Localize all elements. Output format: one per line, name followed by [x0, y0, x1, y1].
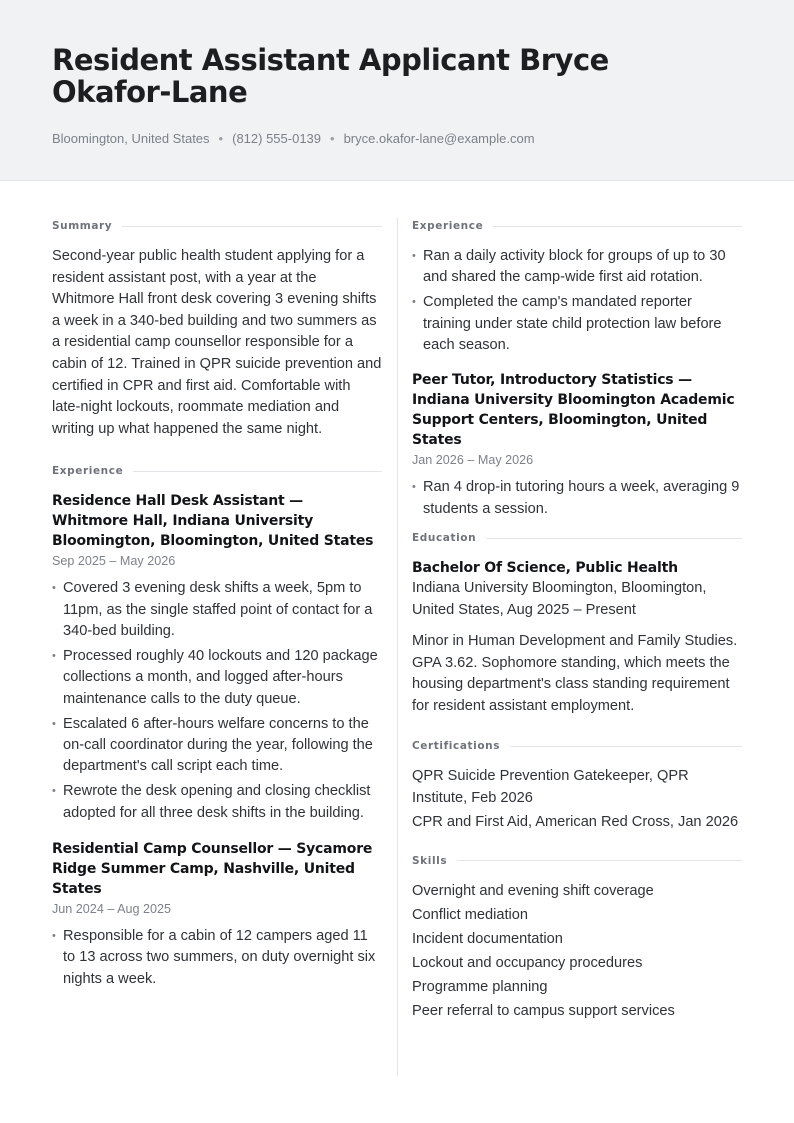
- skills-heading: [412, 853, 742, 869]
- certifications-heading: [412, 738, 742, 754]
- skill-item: Conflict mediation: [412, 906, 528, 923]
- job-bullet: • Completed the camp's mandated reporter training under state child protection law before each season.: [412, 292, 742, 356]
- job-title: Peer Tutor, Introductory Statistics — Indiana University Bloomington Academic Support Centers, Bloomington, United States: [412, 372, 735, 449]
- degree-title: Bachelor Of Science, Public Health: [412, 560, 678, 577]
- skill-item: Peer referral to campus support services: [412, 1002, 675, 1019]
- column-divider: [397, 218, 398, 1076]
- job-title: Residential Camp Counsellor — Sycamore Ridge Summer Camp, Nashville, United States: [52, 840, 373, 897]
- skill-item: Overnight and evening shift coverage: [412, 882, 654, 899]
- contact-line: [52, 131, 535, 146]
- job-bullets: [52, 926, 382, 990]
- job-dates: Sep 2025 – May 2026: [52, 554, 176, 569]
- job-dates: Jun 2024 – Aug 2025: [52, 901, 172, 916]
- job-bullets: [52, 578, 382, 824]
- section-label: Experience: [52, 465, 124, 478]
- job-entry: [412, 370, 742, 520]
- section-label: Education: [412, 532, 477, 545]
- certification-item: CPR and First Aid, American Red Cross, Jan 2026: [412, 814, 739, 831]
- job-dates: Jan 2026 – May 2026: [412, 453, 534, 468]
- section-label: Skills: [412, 854, 448, 867]
- right-column: [412, 218, 742, 1022]
- education-details: Minor in Human Development and Family Studies. GPA 3.62. Sophomore standing, which meets the housing department's class standing requirement for resident assistant employment.: [412, 633, 738, 714]
- job-entry: [52, 491, 382, 824]
- candidate-name: Resident Assistant Applicant Bryce Okafor-Lane: [52, 43, 609, 109]
- experience-heading: [52, 463, 382, 479]
- job-bullet: • Covered 3 evening desk shifts a week, 5pm to 11pm, as the single staffed point of contact for a 340-bed building.: [52, 578, 382, 642]
- job-bullet: • Ran 4 drop-in tutoring hours a week, averaging 9 students a session.: [412, 477, 742, 520]
- job-bullets: [412, 246, 742, 356]
- education-institution: Indiana University Bloomington, Bloomington, United States, Aug 2025 – Present: [412, 580, 707, 618]
- section-rule: [486, 538, 742, 539]
- certification-item: QPR Suicide Prevention Gatekeeper, QPR Institute, Feb 2026: [412, 768, 689, 806]
- skill-item: Incident documentation: [412, 930, 563, 947]
- section-label: Experience: [412, 220, 484, 232]
- summary-text: Second-year public health student applying for a resident assistant post, with a year at the Whitmore Hall front desk covering 3 evening shifts a week in a 340-bed building and two summers as a residential camp counsellor responsible for a cabin of 12. Trained in QPR suicide prevention and certified in CPR and first aid. Comfortable with late-night lockouts, roommate mediation and writing up what happened the same night.: [52, 248, 382, 437]
- contact-separator: •: [218, 131, 224, 146]
- contact-email[interactable]: bryce.okafor-lane@example.com: [343, 131, 535, 146]
- left-column: [52, 218, 382, 994]
- section-label: Certifications: [412, 740, 501, 753]
- experience-continued-heading: [412, 218, 742, 234]
- contact-separator: •: [330, 131, 335, 146]
- contact-location: Bloomington, United States: [52, 131, 210, 146]
- job-bullet: • Responsible for a cabin of 12 campers aged 11 to 13 across two summers, on duty overnight six nights a week.: [52, 926, 382, 990]
- skill-item: Lockout and occupancy procedures: [412, 954, 643, 971]
- summary-heading: [52, 218, 382, 234]
- job-bullet: • Processed roughly 40 lockouts and 120 package collections a month, and logged after-hours maintenance calls to the duty queue.: [52, 646, 382, 710]
- resume-header: [0, 0, 794, 181]
- contact-phone[interactable]: (812) 555-0139: [232, 131, 322, 146]
- section-rule: [133, 471, 382, 472]
- job-bullet: • Rewrote the desk opening and closing checklist adopted for all three desk shifts in the building.: [52, 781, 382, 824]
- job-bullet: • Escalated 6 after-hours welfare concerns to the on-call coordinator during the year, following the department's call script each time.: [52, 714, 382, 778]
- section-rule: [510, 746, 742, 747]
- education-heading: [412, 530, 742, 546]
- skill-item: Programme planning: [412, 978, 548, 995]
- section-rule: [457, 860, 742, 861]
- section-rule: [122, 226, 382, 227]
- section-label: Summary: [52, 220, 113, 232]
- section-rule: [493, 226, 742, 227]
- job-bullet: • Ran a daily activity block for groups of up to 30 and shared the camp-wide first aid rotation.: [412, 246, 742, 289]
- job-title: Residence Hall Desk Assistant — Whitmore Hall, Indiana University Bloomington, Bloomington, United States: [52, 493, 374, 550]
- job-bullets: [412, 477, 742, 520]
- job-entry: [52, 839, 382, 990]
